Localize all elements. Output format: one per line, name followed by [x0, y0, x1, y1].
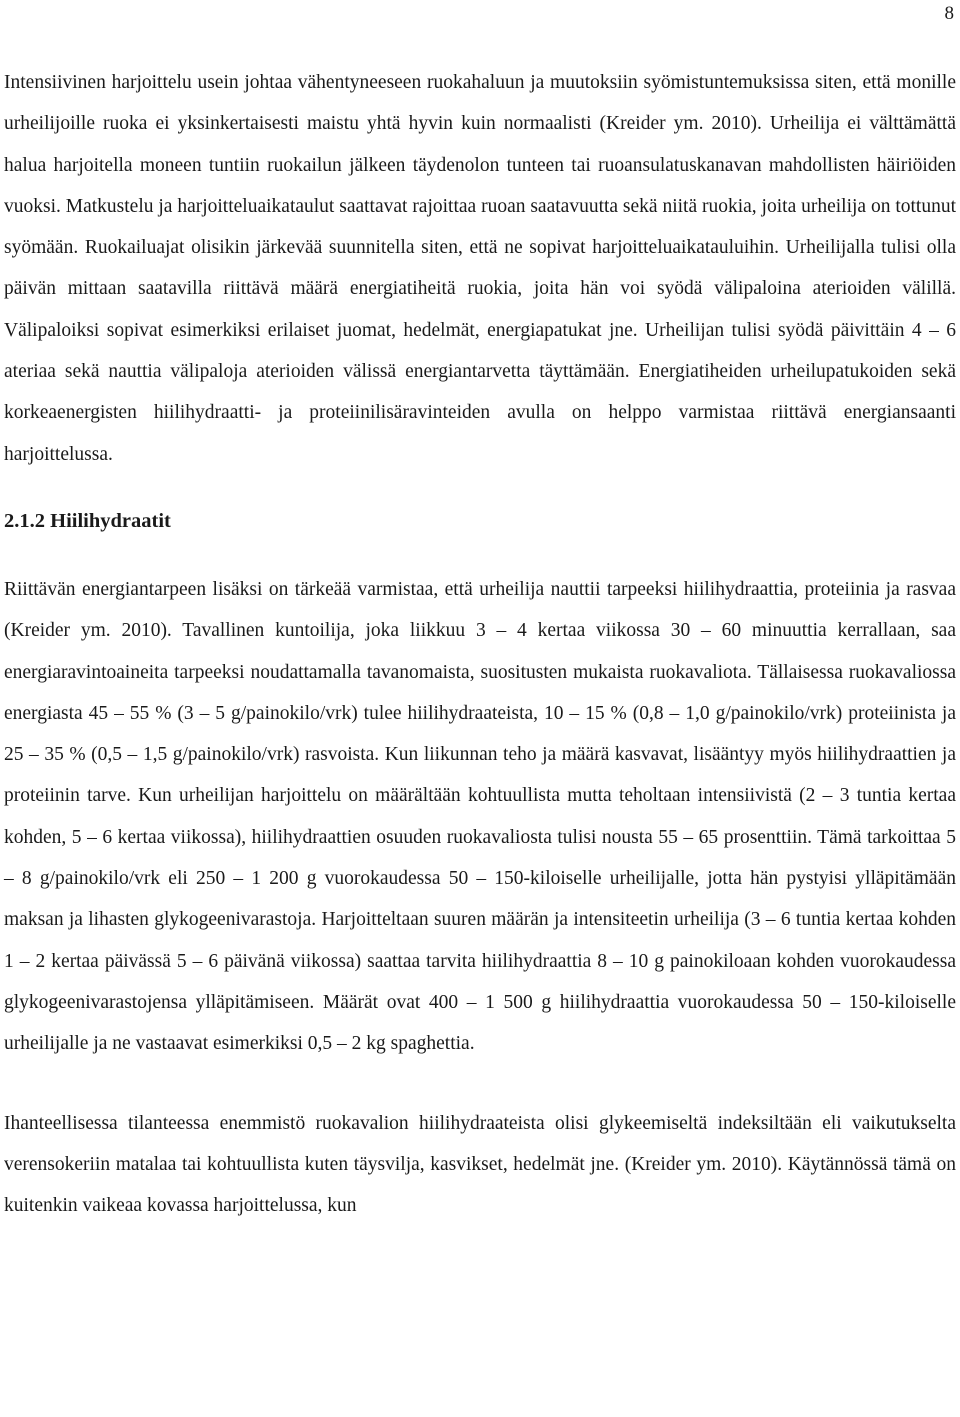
paragraph-appetite: Intensiivinen harjoittelu usein johtaa vähentyneeseen ruokahaluun ja muutoksiin syömistuntemuksissa siten, että monille urheilijoille ruoka ei yksinkertaisesti maistu yhtä hyvin kuin normaalisti (Kreider ym. 2010). Urheilija ei välttämättä halua harjoitella moneen tuntiin ruokailun jälkeen täydenolon tunteen tai ruoansulatuskanavan mahdollisten häiriöiden vuoksi. Matkustelu ja harjoitteluaikataulut saattavat rajoittaa ruoan saatavuutta sekä niitä ruokia, joita urheilija on tottunut syömään. Ruokailuajat olisikin järkevää suunnitella siten, että ne sopivat harjoitteluaikatauluihin. Urheilijalla tulisi olla päivän mittaan saatavilla riittävä määrä energiatiheitä ruokia, joita hän voi syödä välipaloina aterioiden välillä. Välipaloiksi sopivat esimerkiksi erilaiset juomat, hedelmät, energiapatukat jne. Urheilijan tulisi syödä päivittäin 4 – 6 ateriaa sekä nauttia välipaloja aterioiden välissä energiantarvetta täyttämään. Energiatiheiden urheilupatukoiden sekä korkeaenergisten hiilihydraatti- ja proteiinilisäravinteiden avulla on helppo varmistaa riittävä energiansaanti harjoittelussa. — [4, 72, 956, 465]
paragraph-carbohydrates: Riittävän energiantarpeen lisäksi on tärkeää varmistaa, että urheilija nauttii tarpeeksi hiilihydraattia, proteiinia ja rasvaa (Kreider ym. 2010). Tavallinen kuntoilija, joka liikkuu 3 – 4 kertaa viikossa 30 – 60 minuuttia kerrallaan, saa energiaravintoaineita tarpeeksi noudattamalla tavanomaista, suositusten mukaista ruokavaliota. Tällaisessa ruokavaliossa energiasta 45 – 55 % (3 – 5 g/painokilo/vrk) tulee hiilihydraateista, 10 – 15 % (0,8 – 1,0 g/painokilo/vrk) proteiinista ja 25 – 35 % (0,5 – 1,5 g/painokilo/vrk) rasvoista. Kun liikunnan teho ja määrä kasvavat, lisääntyy myös hiilihydraattien ja proteiinin tarve. Kun urheilijan harjoittelu on määrältään kohtuullista mutta teholtaan intensiivistä (2 – 3 tuntia kertaa kohden, 5 – 6 kertaa viikossa), hiilihydraattien osuuden ruokavaliosta tulisi nousta 55 – 65 prosenttiin. Tämä tarkoittaa 5 – 8 g/painokilo/vrk eli 250 – 1 200 g vuorokaudessa 50 – 150-kiloiselle urheilijalle, jotta hän pystyisi ylläpitämään maksan ja lihasten glykogeenivarastoja. Harjoitteltaan suuren määrän ja intensiteetin urheilija (3 – 6 tuntia kertaa kohden 1 – 2 kertaa päivässä 5 – 6 päivänä viikossa) saattaa tarvita hiilihydraattia 8 – 10 g painokiloaan kohden vuorokaudessa glykogeenivarastojensa ylläpitämiseen. Määrät ovat 400 – 1 500 g hiilihydraattia vuorokaudessa 50 – 150-kiloiselle urheilijalle ja ne vastaavat esimerkiksi 0,5 – 2 kg spaghettia. — [4, 578, 956, 1055]
section-heading: 2.1.2 Hiilihydraatit — [4, 509, 171, 532]
document-body — [4, 62, 956, 1226]
page-number: 8 — [944, 3, 954, 24]
paragraph-glycemic-index: Ihanteellisessa tilanteessa enemmistö ruokavalion hiilihydraateista olisi glykeemiseltä indeksiltään eli vaikutukselta verensokeriin matalaa tai kohtuullista kuten täysvilja, kasvikset, hedelmät jne. (Kreider ym. 2010). Käytännössä tämä on kuitenkin vaikeaa kovassa harjoittelussa, kun — [4, 1112, 956, 1217]
